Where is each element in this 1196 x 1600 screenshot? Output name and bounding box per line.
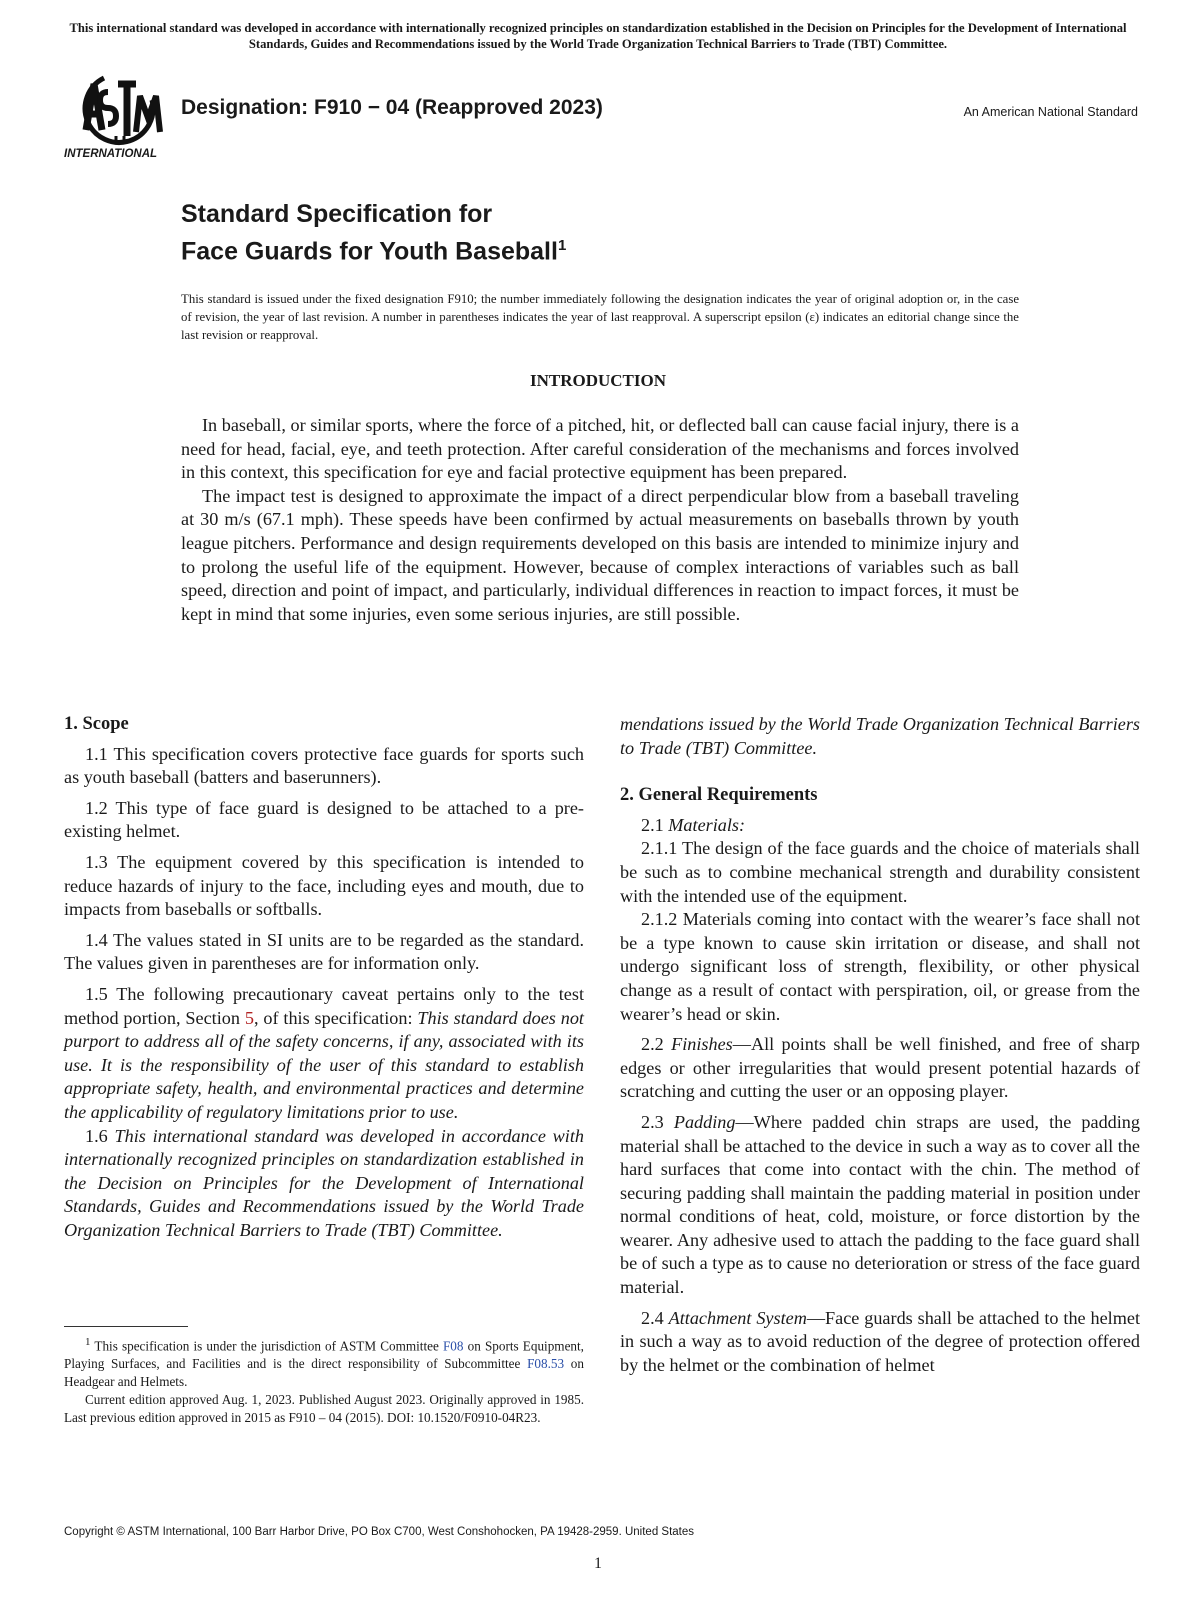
clause-1-6-continued [620,713,1140,760]
subcommittee-f08-53-link[interactable]: F08.53 [527,1356,565,1372]
clause-2-4-number: 2.4 [641,1307,669,1328]
clause-2-3 [620,1111,1140,1300]
designation: Designation: F910 − 04 (Reapproved 2023) [181,96,603,119]
footnote-mark: 1 [85,1336,91,1348]
committee-f08-link[interactable]: F08 [442,1338,464,1354]
clause-2-1-2: 2.1.2 Materials coming into contact with the wearer’s face shall not be a type known to cause skin irritation or disease, and shall not undergo significant loss of strength, flexibility, or other physical change as a result of contact with perspiration, oil, or grease from the wearer’s head or skin. [620,909,1140,1024]
title-line-2 [181,230,566,267]
clause-1-4: 1.4 The values stated in SI units are to be regarded as the standard. The values given in parentheses are for information only. [64,929,584,974]
clause-1-5-caveat: This standard does not purport to address all of the safety concerns, if any, associated with its use. It is the responsibility of the user of this standard to establish appropriate safety, health, and environmental practices and determine the applicability of regulatory limitations prior to use. [64,1007,584,1122]
clause-2-3-text: —Where padded chin straps are used, the padding material shall be attached to the device in such a way as to cover all the hard surfaces that come into contact with the chin. The method of securing padding shall maintain the padding material in position under normal conditions of heat, cold, moisture, or force distortion by the wearer. Any adhesive used to attach the padding to the face guard shall be of such a type as to cause no deterioration or stress of the face guard material. [620,1111,1140,1298]
section-heading-scope: 1. Scope [64,714,129,734]
footnote-text-c: on Headgear and Helmets. [64,1356,584,1390]
clause-1-5-mid: , of this specification: [253,1007,418,1028]
standards-notice: This international standard was developed in accordance with internationally recognized principles on standardization established in the Decision on Principles for the Development of International Standards, Guides and Recommendations issued by the World Trade Organization Technical Barriers to Trade (TBT) Committee. [69,21,1127,51]
title-text: Face Guards for Youth Baseball [181,237,558,266]
introduction-paragraph: The impact test is designed to approximate the impact of a direct perpendicular blow from a baseball traveling at 30 m/s (67.1 mph). These speeds have been confirmed by actual measurements on baseballs thrown by youth league pitchers. Performance and design requirements developed on this basis are intended to minimize injury and to prolong the useful life of the equipment. However, because of complex interactions of variables such as ball speed, direction and point of impact, and particularly, individual differences in reaction to impact forces, it must be kept in mind that some injuries, even some serious injuries, are still possible. [181,485,1019,624]
clause-1-1: 1.1 This specification covers protective face guards for sports such as youth baseball (batters and baserunners). [64,743,584,788]
issued-note: This standard is issued under the fixed designation F910; the number immediately following the designation indicates the year of original adoption or, in the case of revision, the year of last revision. A number in parentheses indicates the year of last reapproval. A superscript epsilon (ε) indicates an editorial change since the last revision or reapproval. [181,292,1019,342]
clause-2-1-number: 2.1 [641,814,669,835]
clause-1-6 [64,1125,584,1243]
copyright: Copyright © ASTM International, 100 Barr Harbor Drive, PO Box C700, West Conshohocken, PA 19428-2959. United States [64,1526,695,1538]
section-heading-general-requirements: 2. General Requirements [620,785,818,806]
clause-1-6-number: 1.6 [85,1125,115,1146]
clause-2-4 [620,1307,1140,1378]
astm-logo [64,70,168,166]
page-number: 1 [594,1555,602,1572]
clause-2-3-number: 2.3 [641,1111,674,1132]
footnote-edition: Current edition approved Aug. 1, 2023. Published August 2023. Originally approved in 1985. Last previous edition approved in 2015 as F910 – 04 (2015). DOI: 10.1520/F0910-04R23. [64,1392,584,1426]
footnote-text-a: This specification is under the jurisdiction of ASTM Committee [90,1338,443,1354]
introduction-paragraph: In baseball, or similar sports, where the force of a pitched, hit, or deflected ball can cause facial injury, there is a need for head, facial, eye, and teeth protection. After careful consideration of the mechanisms and forces involved in this context, this specification for eye and facial protective equipment has been prepared. [181,415,1019,483]
clause-2-2-text: —All points shall be well finished, and free of sharp edges or other irregularities that would present potential hazards of scratching and cutting the user or an opposing player. [620,1034,1140,1102]
clause-2-2-title: Finishes [671,1034,733,1055]
footnote [64,1333,584,1427]
footnote-text-b: on Sports Equipment, Playing Surfaces, and Facilities and is the direct responsibility of Subcommittee [64,1338,584,1372]
clause-1-3: 1.3 The equipment covered by this specification is intended to reduce hazards of injury to the face, including eyes and mouth, due to impacts from baseballs or softballs. [64,851,584,920]
document-title [181,199,566,267]
clause-2-4-title: Attachment System [668,1307,807,1328]
clause-2-4-text: —Face guards shall be attached to the helmet in such a way as to avoid reduction of the degree of protection offered by the helmet or the combination of helmet [620,1307,1140,1375]
clause-1-5-lead: 1.5 The following precautionary caveat pertains only to the test method portion, Section [64,983,584,1028]
clause-2-2-number: 2.2 [641,1034,672,1055]
clause-2-1 [620,814,1140,838]
clause-2-3-title: Padding [673,1111,736,1132]
clause-1-2: 1.2 This type of face guard is designed to be attached to a pre-existing helmet. [64,797,584,842]
footnote-rule [64,1326,188,1327]
logo-label: INTERNATIONAL [64,148,158,160]
clause-2-1-1: 2.1.1 The design of the face guards and the choice of materials shall be such as to combine mechanical strength and durability consistent with the intended use of the equipment. [620,838,1140,906]
right-column [620,713,1140,1384]
footnote-jurisdiction [64,1333,584,1391]
section-5-link[interactable]: 5 [244,1007,254,1028]
introduction-heading: INTRODUCTION [529,371,667,390]
introduction-body [181,414,1019,626]
american-national-standard: An American National Standard [963,105,1138,119]
clause-2-2 [620,1033,1140,1104]
clause-1-5 [64,983,584,1125]
clause-1-6-continued-text: mendations issued by the World Trade Organization Technical Barriers to Trade (TBT) Committee. [620,714,1140,758]
clause-1-6-text: This international standard was developed in accordance with internationally recognized principles on standardization established in the Decision on Principles for the Development of International Standards, Guides and Recommendations issued by the World Trade Organization Technical Barriers to Trade (TBT) Committee. [64,1125,585,1240]
title-line-1: Standard Specification for [181,200,493,228]
clause-2-1-title: Materials: [668,814,746,835]
left-column [64,713,584,1249]
title-footnote-mark[interactable]: 1 [557,237,567,254]
